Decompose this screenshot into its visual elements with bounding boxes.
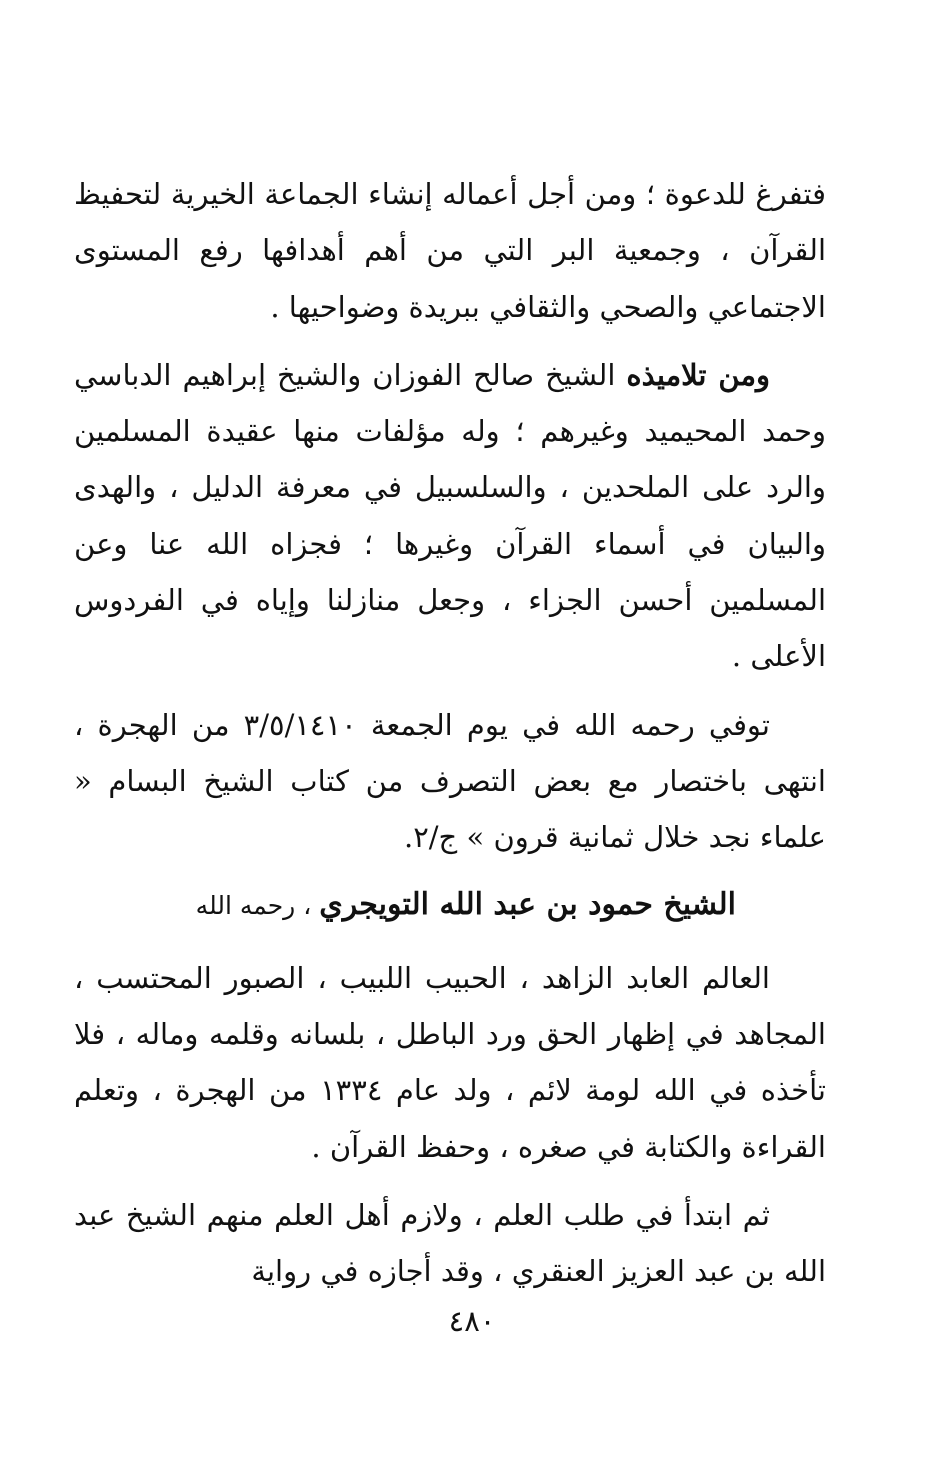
section-heading-name: الشيخ حمود بن عبد الله التويجري — [319, 886, 736, 922]
paragraph-biography: العالم العابد الزاهد ، الحبيب اللبيب ، الصبور المحتسب ، المجاهد في إظهار الحق ورد الباطل ، بلسانه وقلمه وماله ، فلا تأخذه في الله لومة لائم ، ولد عام ١٣٣٤ من الهجرة ، وتعلم القراءة والكتابة في صغره ، وحفظ القرآن . — [74, 960, 827, 1164]
page-body-text — [74, 166, 826, 1300]
paragraph-students — [74, 347, 826, 685]
students-lead-bold: ومن تلاميذه — [626, 357, 770, 392]
paragraph-dawah: فتفرغ للدعوة ؛ ومن أجل أعماله إنشاء الجماعة الخيرية لتحفيظ القرآن ، وجمعية البر التي من أهم أهدافها رفع المستوى الاجتماعي والصحي والثقافي ببريدة وضواحيها . — [74, 177, 826, 324]
page-number: ٤٨٠ — [448, 1304, 496, 1338]
section-heading-suffix: ، رحمه الله — [195, 890, 320, 920]
paragraph-study: ثم ابتدأ في طلب العلم ، ولازم أهل العلم منهم الشيخ عبد الله بن عبد العزيز العنقري ، وقد أجازه في رواية — [74, 1198, 826, 1289]
students-text: الشيخ صالح الفوزان والشيخ إبراهيم الدباسي وحمد المحيميد وغيرهم ؛ وله مؤلفات منها عقيدة المسلمين والرد على الملحدين ، والسلسبيل في معرفة الدليل ، والهدى والبيان في أسماء القرآن وغيرها ؛ فجزاه الله عنا وعن المسلمين أحسن الجزاء ، وجعل منازلنا وإياه في الفردوس الأعلى . — [74, 357, 826, 674]
section-heading — [74, 876, 826, 934]
paragraph-death: توفي رحمه الله في يوم الجمعة ٣/٥/١٤١٠ من الهجرة ، انتهى باختصار مع بعض التصرف من كتاب الشيخ البسام « علماء نجد خلال ثمانية قرون » ج/٢. — [74, 707, 826, 855]
